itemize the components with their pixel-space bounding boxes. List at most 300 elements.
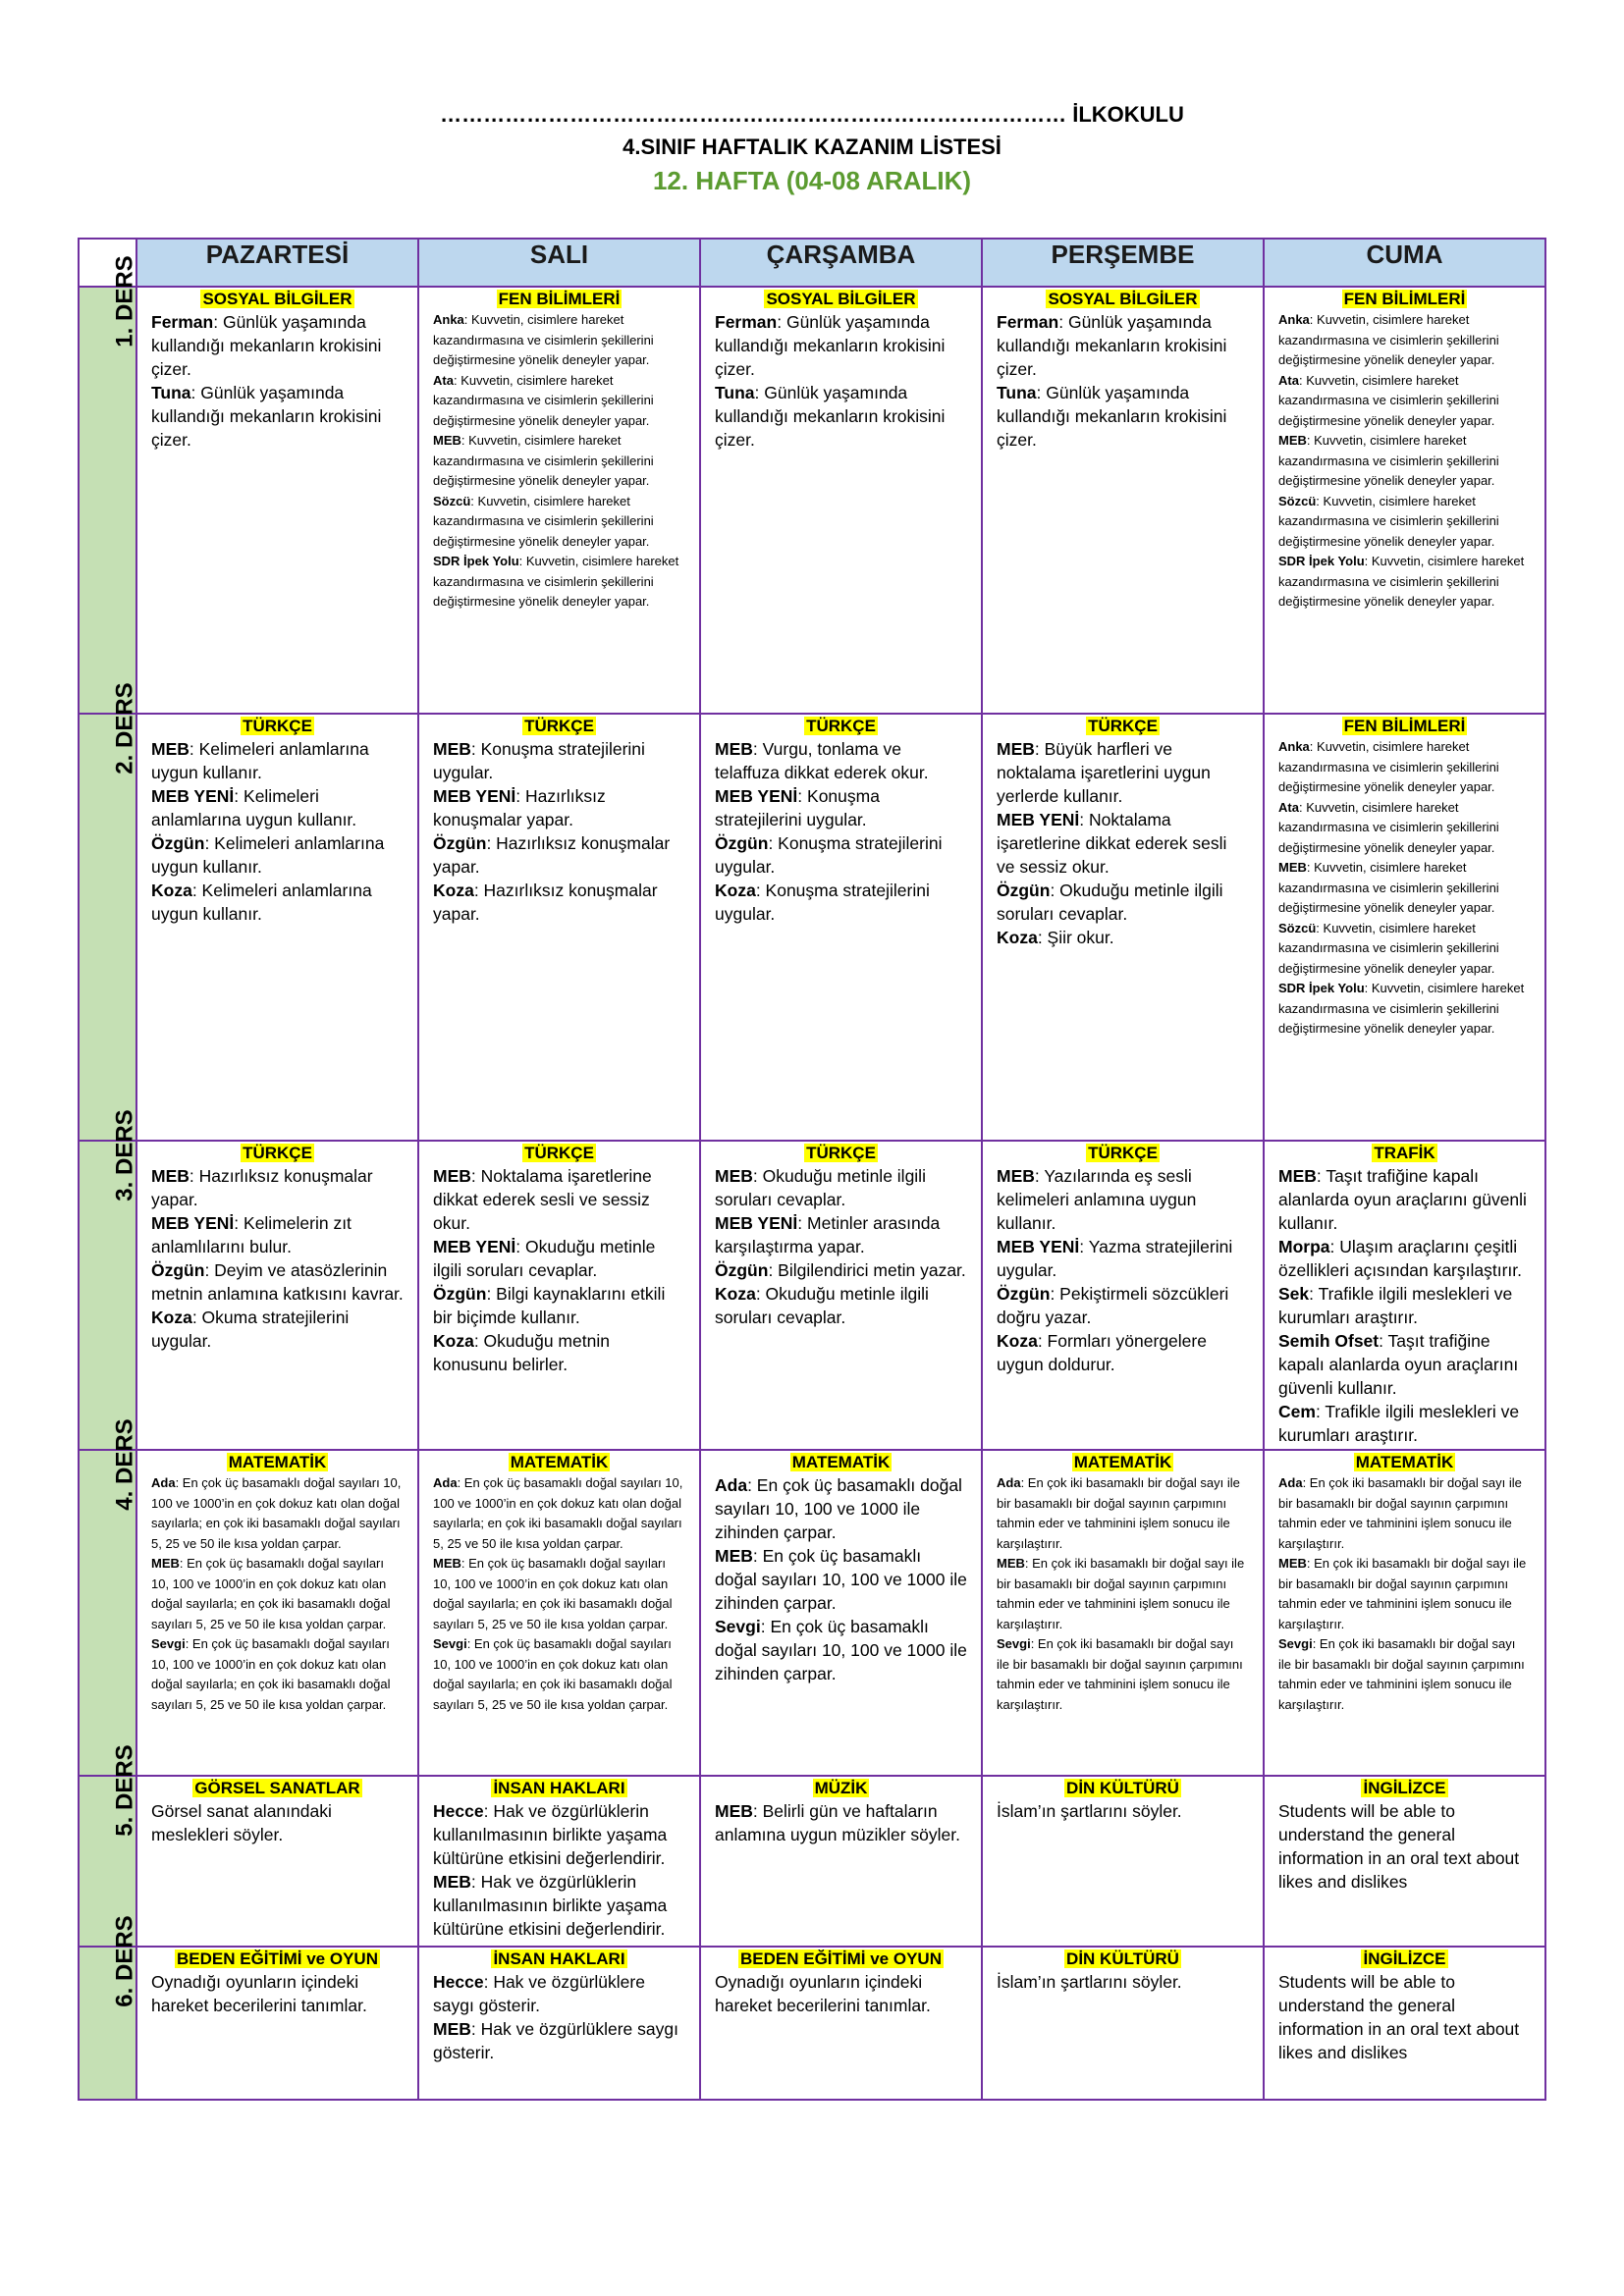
- cell-content: [137, 1777, 417, 1848]
- objective-text: Kuvvetin, cisimlere hareket kazandırmasına ve cisimlerin şekillerini değiştirmesine yönelik deneyler yapar.: [1278, 554, 1525, 609]
- objective-text: Konuşma stratejilerini uygular.: [715, 786, 880, 829]
- objective-entry: [151, 1211, 404, 1258]
- objective-text: Formları yönergelere uygun doldurur.: [997, 1331, 1207, 1374]
- source-label: Özgün :: [433, 1284, 496, 1304]
- objective-text: En çok iki basamaklı bir doğal sayı ile bir basamaklı bir doğal sayının çarpımını tahmin eder ve tahminini işlem sonucu ile karşılaştırır.: [997, 1636, 1243, 1712]
- lesson-label: 2. DERS: [111, 682, 138, 774]
- objective-text: İslam’ın şartlarını söyler.: [997, 1972, 1182, 1992]
- source-label: Özgün :: [715, 833, 778, 853]
- source-label: Sözcü :: [433, 494, 478, 508]
- source-label: MEB :: [433, 1166, 481, 1186]
- plan-body: [79, 255, 1545, 2100]
- source-label: Özgün :: [151, 833, 214, 853]
- day-header-row: [79, 239, 1545, 287]
- cell-content: [419, 1451, 699, 1717]
- objective-text: Günlük yaşamında kullandığı mekanların krokisini çizer.: [997, 312, 1227, 379]
- subject-label: SOSYAL BİLGİLER: [766, 290, 916, 308]
- source-label: Koza :: [433, 1331, 484, 1351]
- subject-label: İNSAN HAKLARI: [493, 1949, 625, 1968]
- objective-text: Kuvvetin, cisimlere hareket kazandırmasına ve cisimlerin şekillerini değiştirmesine yönelik deneyler yapar.: [433, 372, 654, 428]
- lesson-label: 4. DERS: [111, 1418, 138, 1511]
- objective-entry: [1278, 979, 1531, 1040]
- objective-text: En çok üç basamaklı doğal sayıları 10, 100 ve 1000’in en çok dokuz katı olan doğal sayılarla; en çok iki basamaklı doğal sayıları 5, 25 ve 50 ile kısa yoldan çarpar.: [433, 1556, 673, 1631]
- objective-entry: [715, 1164, 967, 1211]
- cell-content: [137, 1948, 417, 2019]
- objective-entry: [715, 1799, 967, 1846]
- objective-entry: [151, 1306, 404, 1353]
- subject-heading: [997, 1453, 1249, 1472]
- source-label: Sevgi :: [997, 1636, 1038, 1651]
- subject-label: TÜRKÇE: [806, 717, 876, 735]
- plan-cell-wednesday: [700, 1947, 982, 2100]
- source-label: Özgün :: [715, 1260, 778, 1280]
- objective-entry: [433, 1970, 685, 2017]
- source-label: MEB :: [151, 1166, 199, 1186]
- objective-text: Hazırlıksız konuşmalar yapar.: [151, 1166, 373, 1209]
- source-label: Anka :: [1278, 739, 1317, 754]
- objective-entry: [715, 1544, 967, 1615]
- objective-text: Hak ve özgürlüklere saygı gösterir.: [433, 2019, 678, 2062]
- plan-cell-wednesday: [700, 287, 982, 714]
- objective-text: Kelimelerin zıt anlamlılarını bulur.: [151, 1213, 352, 1256]
- subject-label: MATEMATİK: [1355, 1453, 1454, 1471]
- objective-entry: [1278, 492, 1531, 553]
- objective-entry: [997, 310, 1249, 381]
- objective-entry: [151, 381, 404, 452]
- source-label: Ada :: [433, 1475, 464, 1490]
- objective-entry: [151, 879, 404, 926]
- objective-entry: [715, 879, 967, 926]
- objective-entry: [151, 1473, 404, 1554]
- objective-entry: [997, 808, 1249, 879]
- objective-entry: [715, 1211, 967, 1258]
- objective-text: Hak ve özgürlüklerin kullanılmasının birlikte yaşama kültürüne etkisini değerlendirir.: [433, 1872, 668, 1939]
- source-label: MEB :: [433, 433, 468, 448]
- source-label: MEB :: [715, 1546, 763, 1566]
- subject-heading: [151, 1949, 404, 1969]
- objective-entry: [1278, 858, 1531, 919]
- source-label: Sözcü :: [1278, 921, 1324, 935]
- objective-text: En çok iki basamaklı bir doğal sayı ile bir basamaklı bir doğal sayının çarpımını tahmin eder ve tahminini işlem sonucu ile karşılaştırır.: [1278, 1556, 1527, 1631]
- source-label: MEB :: [997, 739, 1045, 759]
- objective-entry: [433, 1870, 685, 1941]
- source-label: Koza :: [151, 1308, 202, 1327]
- objective-text: En çok üç basamaklı doğal sayıları 10, 100 ve 1000 ile zihinden çarpar.: [715, 1617, 967, 1683]
- objective-text: Hak ve özgürlüklere saygı gösterir.: [433, 1972, 645, 2015]
- objective-text: Kuvvetin, cisimlere hareket kazandırmasına ve cisimlerin şekillerini değiştirmesine yönelik deneyler yapar.: [1278, 739, 1499, 794]
- subject-label: BEDEN EĞİTİMİ ve OYUN: [177, 1949, 378, 1968]
- source-label: Özgün :: [997, 1284, 1059, 1304]
- objective-text: Kuvvetin, cisimlere hareket kazandırmasına ve cisimlerin şekillerini değiştirmesine yönelik deneyler yapar.: [433, 433, 654, 488]
- plan-cell-tuesday: [418, 287, 700, 714]
- objective-entry: [997, 1164, 1249, 1235]
- subject-heading: [715, 290, 967, 309]
- cell-content: [137, 288, 417, 454]
- source-label: Semih Ofset :: [1278, 1331, 1388, 1351]
- source-label: Sözcü :: [1278, 494, 1324, 508]
- subject-heading: [715, 1144, 967, 1163]
- objective-entry: [1278, 310, 1531, 371]
- objective-text: Konuşma stratejilerini uygular.: [433, 739, 645, 782]
- source-label: Ata :: [1278, 800, 1306, 815]
- objective-entry: [151, 1164, 404, 1211]
- objective-text: Bilgi kaynaklarını etkili bir biçimde kullanır.: [433, 1284, 666, 1327]
- cell-content: [701, 1948, 981, 2019]
- subject-label: İNGİLİZCE: [1363, 1779, 1446, 1797]
- lesson-label: 1. DERS: [111, 255, 138, 347]
- objective-entry: [715, 737, 967, 784]
- objective-entry: [715, 310, 967, 381]
- objective-entry: [151, 1258, 404, 1306]
- objective-text: Okuduğu metinle ilgili soruları cevaplar.: [715, 1284, 929, 1327]
- lesson-label-cell: [79, 1109, 138, 1450]
- objective-text: Hazırlıksız konuşmalar yapar.: [433, 786, 606, 829]
- objective-entry: [715, 1282, 967, 1329]
- subject-label: TÜRKÇE: [243, 1144, 312, 1162]
- objective-text: Kelimeleri anlamlarına uygun kullanır.: [151, 739, 369, 782]
- subject-label: MATEMATİK: [791, 1453, 891, 1471]
- source-label: MEB :: [433, 739, 481, 759]
- cell-content: [419, 1948, 699, 2066]
- source-label: Morpa :: [1278, 1237, 1339, 1256]
- subject-label: MATEMATİK: [1073, 1453, 1172, 1471]
- subject-label: TÜRKÇE: [1088, 717, 1158, 735]
- subject-heading: [715, 717, 967, 736]
- plan-cell-tuesday: [418, 1947, 700, 2100]
- source-label: Hecce :: [433, 1972, 493, 1992]
- day-header-wednesday: ÇARŞAMBA: [700, 239, 982, 287]
- subject-label: TÜRKÇE: [243, 717, 312, 735]
- cell-content: [419, 1142, 699, 1378]
- source-label: MEB YENİ :: [151, 786, 244, 806]
- objective-text: Okuduğu metnin konusunu belirler.: [433, 1331, 610, 1374]
- plan-cell-wednesday: [700, 714, 982, 1141]
- subject-heading: [151, 290, 404, 309]
- objective-entry: [1278, 1970, 1531, 2064]
- weekly-plan-table: [78, 238, 1546, 2101]
- subject-label: SOSYAL BİLGİLER: [1048, 290, 1198, 308]
- subject-heading: [151, 1144, 404, 1163]
- subject-heading: [151, 717, 404, 736]
- subject-heading: [433, 1144, 685, 1163]
- objective-text: Görsel sanat alanındaki meslekleri söyler.: [151, 1801, 332, 1844]
- source-label: Koza :: [433, 881, 484, 900]
- objective-entry: [433, 1164, 685, 1235]
- source-label: MEB YENİ :: [715, 1213, 807, 1233]
- objective-text: Hazırlıksız konuşmalar yapar.: [433, 881, 658, 924]
- source-label: Sevgi :: [433, 1636, 474, 1651]
- source-label: Ada :: [997, 1475, 1028, 1490]
- objective-text: Günlük yaşamında kullandığı mekanların krokisini çizer.: [997, 383, 1227, 450]
- objective-text: Students will be able to understand the general information in an oral text about likes and dislikes: [1278, 1972, 1520, 2062]
- objective-text: En çok iki basamaklı bir doğal sayı ile bir basamaklı bir doğal sayının çarpımını tahmin eder ve tahminini işlem sonucu ile karşılaştırır.: [997, 1556, 1245, 1631]
- subject-heading: [433, 1453, 685, 1472]
- cell-content: [701, 1451, 981, 1687]
- source-label: Ada :: [151, 1475, 183, 1490]
- cell-content: [137, 1142, 417, 1355]
- objective-text: Kuvvetin, cisimlere hareket kazandırmasına ve cisimlerin şekillerini değiştirmesine yönelik deneyler yapar.: [433, 554, 679, 609]
- document-title: 4.SINIF HAFTALIK KAZANIM LİSTESİ: [623, 134, 1001, 159]
- source-label: Özgün :: [433, 833, 496, 853]
- subject-label: TÜRKÇE: [524, 1144, 594, 1162]
- source-label: MEB :: [997, 1556, 1032, 1571]
- source-label: Anka :: [433, 312, 471, 327]
- objective-entry: [997, 1970, 1249, 1994]
- source-label: SDR İpek Yolu :: [1278, 981, 1372, 995]
- subject-heading: [1278, 1453, 1531, 1472]
- cell-content: [419, 715, 699, 928]
- source-label: Sevgi :: [151, 1636, 192, 1651]
- objective-text: Kuvvetin, cisimlere hareket kazandırmasına ve cisimlerin şekillerini değiştirmesine yönelik deneyler yapar.: [433, 493, 654, 549]
- subject-label: FEN BİLİMLERİ: [498, 290, 621, 308]
- source-label: MEB :: [997, 1166, 1044, 1186]
- objective-text: Günlük yaşamında kullandığı mekanların krokisini çizer.: [715, 312, 946, 379]
- source-label: MEB :: [151, 739, 199, 759]
- objective-text: Metinler arasında karşılaştırma yapar.: [715, 1213, 941, 1256]
- objective-entry: [151, 1799, 404, 1846]
- plan-cell-thursday: [982, 1776, 1264, 1947]
- subject-label: İNSAN HAKLARI: [493, 1779, 625, 1797]
- objective-text: Kuvvetin, cisimlere hareket kazandırmasına ve cisimlerin şekillerini değiştirmesine yönelik deneyler yapar.: [1278, 920, 1499, 976]
- objective-text: Pekiştirmeli sözcükleri doğru yazar.: [997, 1284, 1229, 1327]
- source-label: Ada :: [1278, 1475, 1310, 1490]
- objective-entry: [433, 1554, 685, 1634]
- objective-entry: [151, 784, 404, 831]
- objective-entry: [1278, 431, 1531, 492]
- source-label: MEB :: [433, 1872, 481, 1892]
- lesson-label-cell: [79, 255, 138, 714]
- day-header-tuesday: SALI: [418, 239, 700, 287]
- subject-label: GÖRSEL SANATLAR: [194, 1779, 360, 1797]
- objective-text: Taşıt trafiğine kapalı alanlarda oyun araçlarını güvenli kullanır.: [1278, 1331, 1519, 1398]
- day-header-monday: PAZARTESİ: [136, 239, 418, 287]
- subject-heading: [1278, 1144, 1531, 1163]
- plan-cell-tuesday: [418, 1141, 700, 1450]
- objective-text: Kelimeleri anlamlarına uygun kullanır.: [151, 881, 372, 924]
- cell-content: [701, 1142, 981, 1331]
- objective-text: Trafikle ilgili meslekleri ve kurumları araştırır.: [1278, 1284, 1513, 1327]
- objective-entry: [1278, 552, 1531, 613]
- subject-label: MATEMATİK: [228, 1453, 327, 1471]
- objective-entry: [433, 1799, 685, 1870]
- objective-text: Vurgu, tonlama ve telaffuza dikkat ederek okur.: [715, 739, 929, 782]
- source-label: Koza :: [997, 928, 1048, 947]
- objective-text: Konuşma stratejilerini uygular.: [715, 833, 943, 877]
- source-label: MEB YENİ :: [433, 1237, 525, 1256]
- objective-text: Kuvvetin, cisimlere hareket kazandırmasına ve cisimlerin şekillerini değiştirmesine yönelik deneyler yapar.: [1278, 312, 1499, 367]
- objective-text: Kuvvetin, cisimlere hareket kazandırmasına ve cisimlerin şekillerini değiştirmesine yönelik deneyler yapar.: [433, 312, 654, 367]
- subject-heading: [997, 717, 1249, 736]
- plan-cell-tuesday: [418, 1776, 700, 1947]
- subject-heading: [715, 1949, 967, 1969]
- objective-entry: [433, 1634, 685, 1715]
- objective-entry: [1278, 798, 1531, 859]
- school-name: …………………………………………………………………………… İLKOKULU: [440, 102, 1184, 127]
- objective-text: Konuşma stratejilerini uygular.: [715, 881, 930, 924]
- lesson-row: [79, 1947, 1545, 2100]
- source-label: MEB :: [715, 739, 763, 759]
- objective-text: Oynadığı oyunların içindeki hareket becerilerini tanımlar.: [151, 1972, 367, 2015]
- cell-content: [137, 715, 417, 928]
- objective-text: Bilgilendirici metin yazar.: [778, 1260, 966, 1280]
- subject-heading: [997, 290, 1249, 309]
- source-label: Tuna :: [715, 383, 764, 402]
- plan-cell-friday: [1264, 1141, 1545, 1450]
- source-label: MEB :: [1278, 1556, 1314, 1571]
- cell-content: [1265, 715, 1544, 1041]
- source-label: MEB YENİ :: [997, 810, 1089, 829]
- subject-label: DİN KÜLTÜRÜ: [1066, 1779, 1179, 1797]
- objective-entry: [715, 784, 967, 831]
- source-label: Koza :: [151, 881, 202, 900]
- source-label: Tuna :: [997, 383, 1046, 402]
- day-header-friday: CUMA: [1264, 239, 1545, 287]
- objective-entry: [151, 1634, 404, 1715]
- objective-text: Noktalama işaretlerine dikkat ederek sesli ve sessiz okur.: [433, 1166, 652, 1233]
- objective-entry: [1278, 1634, 1531, 1715]
- objective-entry: [997, 926, 1249, 949]
- source-label: MEB :: [1278, 860, 1314, 875]
- source-label: Ata :: [433, 373, 460, 388]
- objective-entry: [1278, 919, 1531, 980]
- plan-cell-friday: [1264, 714, 1545, 1141]
- objective-entry: [715, 381, 967, 452]
- lesson-row: [79, 1450, 1545, 1776]
- source-label: SDR İpek Yolu :: [1278, 554, 1372, 568]
- source-label: Sevgi :: [715, 1617, 770, 1636]
- cell-content: [701, 1777, 981, 1848]
- objective-entry: [997, 1282, 1249, 1329]
- lesson-label-cell: [79, 1418, 138, 1776]
- objective-text: Okuduğu metinle ilgili soruları cevaplar.: [715, 1166, 926, 1209]
- plan-cell-thursday: [982, 1450, 1264, 1776]
- week-title: 12. HAFTA (04-08 ARALIK): [652, 166, 972, 195]
- cell-content: [419, 1777, 699, 1943]
- objective-entry: [433, 552, 685, 613]
- objective-entry: [1278, 1473, 1531, 1554]
- objective-text: Okuduğu metinle ilgili soruları cevaplar.: [433, 1237, 656, 1280]
- objective-entry: [997, 737, 1249, 808]
- objective-text: Günlük yaşamında kullandığı mekanların krokisini çizer.: [715, 383, 946, 450]
- objective-text: Students will be able to understand the general information in an oral text about likes and dislikes: [1278, 1801, 1520, 1892]
- subject-label: MÜZİK: [814, 1779, 868, 1797]
- source-label: MEB :: [151, 1556, 187, 1571]
- objective-text: Ulaşım araçlarını çeşitli özellikleri açısından karşılaştırır.: [1278, 1237, 1523, 1280]
- cell-content: [983, 1142, 1263, 1378]
- objective-entry: [151, 1970, 404, 2017]
- objective-entry: [997, 879, 1249, 926]
- objective-entry: [433, 371, 685, 432]
- objective-text: En çok üç basamaklı doğal sayıları 10, 100 ve 1000’in en çok dokuz katı olan doğal sayılarla; en çok iki basamaklı doğal sayıları 5, 25 ve 50 ile kısa yoldan çarpar.: [151, 1636, 391, 1712]
- objective-text: En çok iki basamaklı bir doğal sayı ile bir basamaklı bir doğal sayının çarpımını tahmin eder ve tahminini işlem sonucu ile karşılaştırır.: [1278, 1475, 1522, 1551]
- objective-text: Kuvvetin, cisimlere hareket kazandırmasına ve cisimlerin şekillerini değiştirmesine yönelik deneyler yapar.: [1278, 433, 1499, 488]
- objective-text: Günlük yaşamında kullandığı mekanların krokisini çizer.: [151, 383, 382, 450]
- objective-entry: [151, 310, 404, 381]
- objective-text: Günlük yaşamında kullandığı mekanların krokisini çizer.: [151, 312, 382, 379]
- cell-content: [1265, 288, 1544, 614]
- plan-cell-thursday: [982, 1947, 1264, 2100]
- objective-entry: [1278, 737, 1531, 798]
- source-label: Anka :: [1278, 312, 1317, 327]
- objective-entry: [1278, 371, 1531, 432]
- objective-entry: [997, 1235, 1249, 1282]
- objective-entry: [151, 1554, 404, 1634]
- objective-text: Deyim ve atasözlerinin metnin anlamına katkısını kavrar.: [151, 1260, 404, 1304]
- subject-label: FEN BİLİMLERİ: [1343, 717, 1466, 735]
- source-label: Ferman :: [997, 312, 1068, 332]
- objective-entry: [433, 492, 685, 553]
- cell-content: [419, 288, 699, 614]
- cell-content: [983, 1451, 1263, 1717]
- lesson-label: 3. DERS: [111, 1109, 138, 1201]
- objective-entry: [433, 737, 685, 784]
- subject-heading: [997, 1949, 1249, 1969]
- source-label: Koza :: [715, 881, 766, 900]
- objective-entry: [997, 1554, 1249, 1634]
- objective-text: Yazılarında eş sesli kelimeleri anlamına uygun kullanır.: [997, 1166, 1197, 1233]
- lesson-label: 5. DERS: [111, 1744, 138, 1837]
- subject-label: DİN KÜLTÜRÜ: [1066, 1949, 1179, 1968]
- source-label: SDR İpek Yolu :: [433, 554, 526, 568]
- objective-entry: [433, 879, 685, 926]
- objective-text: Şiir okur.: [1047, 928, 1114, 947]
- source-label: Ferman :: [715, 312, 786, 332]
- plan-cell-wednesday: [700, 1141, 982, 1450]
- subject-heading: [1278, 1949, 1531, 1969]
- page-header: [0, 98, 1624, 198]
- objective-entry: [433, 1329, 685, 1376]
- subject-heading: [433, 1779, 685, 1798]
- objective-text: Hazırlıksız konuşmalar yapar.: [433, 833, 671, 877]
- source-label: Özgün :: [997, 881, 1059, 900]
- lesson-label-cell: [79, 682, 138, 1141]
- subject-heading: [997, 1144, 1249, 1163]
- cell-content: [983, 1948, 1263, 1996]
- lesson-row: [79, 1141, 1545, 1450]
- plan-cell-tuesday: [418, 714, 700, 1141]
- objective-entry: [433, 831, 685, 879]
- subject-heading: [1278, 1779, 1531, 1798]
- plan-cell-monday: [136, 287, 418, 714]
- objective-text: İslam’ın şartlarını söyler.: [997, 1801, 1182, 1821]
- lesson-row: [79, 287, 1545, 714]
- source-label: Cem :: [1278, 1402, 1325, 1421]
- cell-content: [701, 288, 981, 454]
- cell-content: [1265, 1142, 1544, 1449]
- subject-label: FEN BİLİMLERİ: [1343, 290, 1466, 308]
- objective-entry: [433, 1235, 685, 1282]
- subject-label: SOSYAL BİLGİLER: [202, 290, 352, 308]
- source-label: Ada :: [715, 1475, 757, 1495]
- plan-cell-monday: [136, 1450, 418, 1776]
- source-label: Sek :: [1278, 1284, 1319, 1304]
- subject-heading: [715, 1779, 967, 1798]
- cell-content: [1265, 1777, 1544, 1896]
- lesson-label-cell: [79, 1915, 138, 2100]
- subject-heading: [433, 717, 685, 736]
- objective-text: Oynadığı oyunların içindeki hareket becerilerini tanımlar.: [715, 1972, 931, 2015]
- subject-label: BEDEN EĞİTİMİ ve OYUN: [740, 1949, 942, 1968]
- objective-text: En çok üç basamaklı doğal sayıları 10, 100 ve 1000’in en çok dokuz katı olan doğal sayılarla; en çok iki basamaklı doğal sayıları 5, 25 ve 50 ile kısa yoldan çarpar.: [151, 1556, 391, 1631]
- cell-content: [1265, 1948, 1544, 2066]
- objective-text: Okuma stratejilerini uygular.: [151, 1308, 350, 1351]
- source-label: Ata :: [1278, 373, 1306, 388]
- objective-text: Kuvvetin, cisimlere hareket kazandırmasına ve cisimlerin şekillerini değiştirmesine yönelik deneyler yapar.: [1278, 372, 1499, 428]
- subject-label: TÜRKÇE: [806, 1144, 876, 1162]
- subject-label: İNGİLİZCE: [1363, 1949, 1446, 1968]
- subject-heading: [997, 1779, 1249, 1798]
- objective-text: Okuduğu metinle ilgili soruları cevaplar.: [997, 881, 1223, 924]
